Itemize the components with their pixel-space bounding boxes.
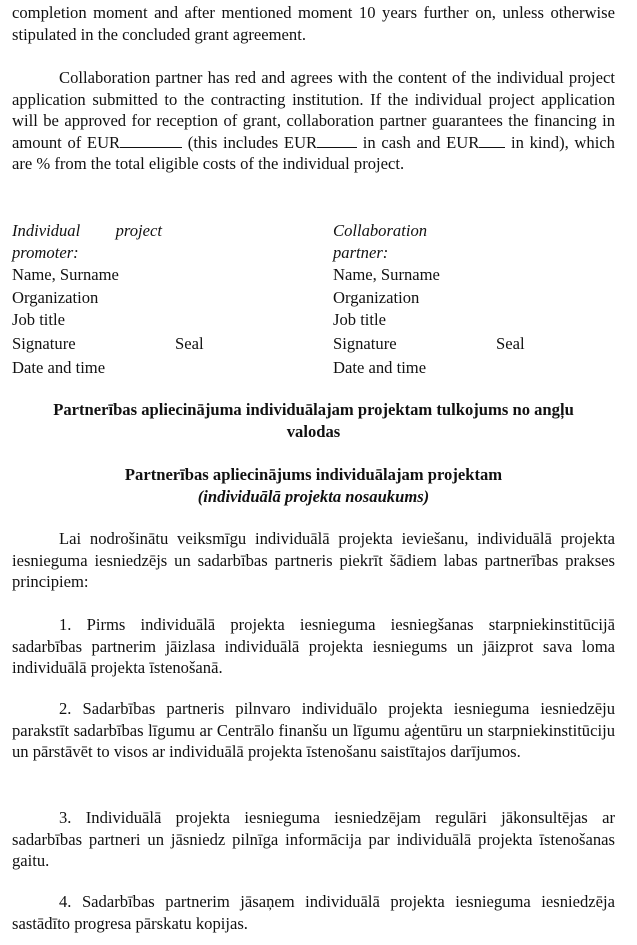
lv-point-1: 1. Pirms individuālā projekta iesnieguma iesniegšanas starpniekinstitūcijā sadarbības partnerim jāizlasa individuālā projekta iesniegums un jāizprot sava loma individuālā projekta īstenošanā.: [12, 615, 615, 678]
left-signature-row: [12, 333, 292, 355]
left-heading-line2: promoter:: [12, 243, 79, 263]
left-job-title: Job title: [12, 309, 66, 329]
collab-text-2: (this includes EUR: [182, 132, 318, 152]
left-heading-word1: Individual: [12, 221, 81, 240]
right-heading-line2: partner:: [333, 243, 389, 263]
left-seal: Seal: [175, 334, 204, 354]
left-heading-word2: project: [115, 221, 162, 240]
lv-point-3: 3. Individuālā projekta iesnieguma iesniedzējam regulāri jākonsultējas ar sadarbības partneri un jāsniedz pilnīga informācija par individuālā projekta īstenošanas gaitu.: [12, 808, 615, 871]
collab-text-1: Collaboration partner has red and agrees with the content of the individual project application submitted to the contracting institution. If the individual project application will be approved for reception of grant, collaboration partner guarantees the financing in amount of EUR: [12, 68, 615, 152]
left-signature: Signature: [12, 334, 76, 354]
lv-point-4: 4. Sadarbības partnerim jāsaņem individuālā projekta iesnieguma iesniedzēja sastādīto progresa pārskatu kopijas.: [12, 892, 615, 933]
top-fragment: completion moment and after mentioned moment 10 years further on, unless otherwise stipulated in the concluded grant agreement.: [12, 3, 615, 44]
left-organization: Organization: [12, 287, 99, 307]
cash-blank: [317, 133, 357, 148]
right-name: Name, Surname: [333, 265, 440, 285]
right-date: Date and time: [333, 358, 427, 378]
left-date: Date and time: [12, 358, 106, 378]
collab-text-3: in cash and EUR: [357, 132, 480, 152]
right-organization: Organization: [333, 287, 420, 307]
lv-title: Partnerības apliecinājums individuālajam projektam: [124, 465, 503, 484]
in-kind-blank: [479, 133, 505, 148]
collaboration-paragraph: [12, 67, 615, 175]
right-signature: Signature: [333, 334, 397, 354]
collab-text-5: % from the total eligible costs of the individual project.: [36, 154, 405, 174]
right-job-title: Job title: [333, 309, 387, 329]
right-signature-row: [333, 333, 613, 355]
translation-title: Partnerības apliecinājuma individuālajam projektam tulkojums no angļu valodas: [53, 400, 574, 441]
signature-block: [12, 220, 615, 380]
lv-point-2: 2. Sadarbības partneris pilnvaro individuālo projekta iesnieguma iesniedzēju parakstīt sadarbības līgumu ar Centrālo finanšu un līgumu aģentūru un starpniekinstitūciju un pārstāvēt to visos ar individuālā projekta īstenošanu saistītajos darījumos.: [12, 699, 615, 762]
lv-intro: Lai nodrošinātu veiksmīgu individuālā projekta ieviešanu, individuālā projekta iesnieguma iesniedzējs un sadarbības partneris piekrīt šādiem labas partnerības prakses principiem:: [12, 529, 615, 592]
signature-right: [333, 220, 613, 379]
right-seal: Seal: [496, 334, 525, 354]
left-heading-line1: [12, 220, 162, 242]
right-heading-line1: Collaboration: [333, 221, 428, 240]
left-name: Name, Surname: [12, 265, 119, 285]
amount-blank: [120, 133, 182, 148]
collab-text-4: in kind), which are: [12, 132, 615, 174]
signature-left: [12, 220, 292, 379]
lv-subtitle: (individuālā projekta nosaukums): [197, 487, 430, 506]
